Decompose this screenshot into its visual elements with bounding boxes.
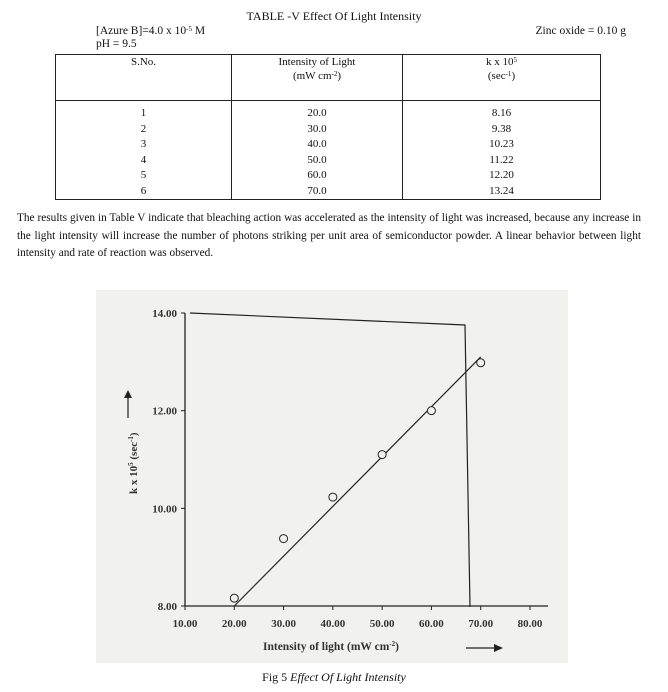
x-tick-label: 80.00 <box>517 618 543 630</box>
figure-caption: Fig 5 Effect Of Light Intensity <box>262 670 406 684</box>
header-k: k x $10^5$ $(\sec^{-1})$ <box>403 55 601 101</box>
ph-value: pH = 9.5 <box>96 38 137 50</box>
x-axis-label: Intensity of light (mW $cm^{-2}$) <box>263 640 399 653</box>
table-row: 2 30.0 9.38 <box>56 122 601 138</box>
trend-line <box>234 357 480 606</box>
x-tick-label: 50.00 <box>369 618 395 630</box>
data-point <box>329 493 337 501</box>
y-axis-label <box>127 432 140 494</box>
header-sno: S.No. <box>56 55 232 101</box>
table-row: 3 40.0 10.23 <box>56 137 601 153</box>
y-tick-label: 14.00 <box>152 308 177 320</box>
y-tick-label: 8.00 <box>157 601 177 613</box>
x-tick-label: 40.00 <box>320 618 346 630</box>
data-point <box>230 594 238 602</box>
x-tick-label: 20.00 <box>221 618 247 630</box>
x-axis-arrow <box>466 644 503 652</box>
data-point <box>280 535 288 543</box>
data-point <box>378 451 386 459</box>
x-tick-label: 60.00 <box>419 618 444 630</box>
svg-text:k x 105 (sec-1): k x $10^5$ $(\sec^{-1})$ <box>127 432 140 494</box>
data-point <box>477 359 485 367</box>
azure-concentration: [Azure B]=4.0 x $10^{-5}$ M <box>96 25 206 37</box>
x-tick-label: 70.00 <box>468 618 494 630</box>
y-axis-arrow <box>124 390 132 418</box>
table-title: TABLE -V Effect Of Light Intensity <box>246 9 422 23</box>
x-tick-label: 10.00 <box>172 618 198 630</box>
table-row: 1 20.0 8.16 <box>56 106 601 122</box>
table-row: 4 50.0 11.22 <box>56 153 601 169</box>
y-tick-label: 12.00 <box>152 405 177 418</box>
table-row: 5 60.0 12.20 <box>56 168 601 184</box>
x-tick-label: 30.00 <box>271 618 296 630</box>
plot-frame <box>190 313 470 607</box>
data-point <box>427 407 435 415</box>
y-tick-label: 10.00 <box>152 503 177 516</box>
table-row: 6 70.0 13.24 <box>56 184 601 200</box>
header-intensity: Intensity of Light (mW $cm^{-2}$) <box>232 55 403 101</box>
body-paragraph: The results given in Table V indicate that bleaching action was accelerated as the intensity of light was increased, because any increase in the light intensity will increase the number of photons striking per unit area of semiconductor powder. A linear behavior between light intensity and rate of reaction was observed. <box>17 212 641 259</box>
zinc-oxide-amount: Zinc oxide = 0.10 g <box>535 25 626 37</box>
